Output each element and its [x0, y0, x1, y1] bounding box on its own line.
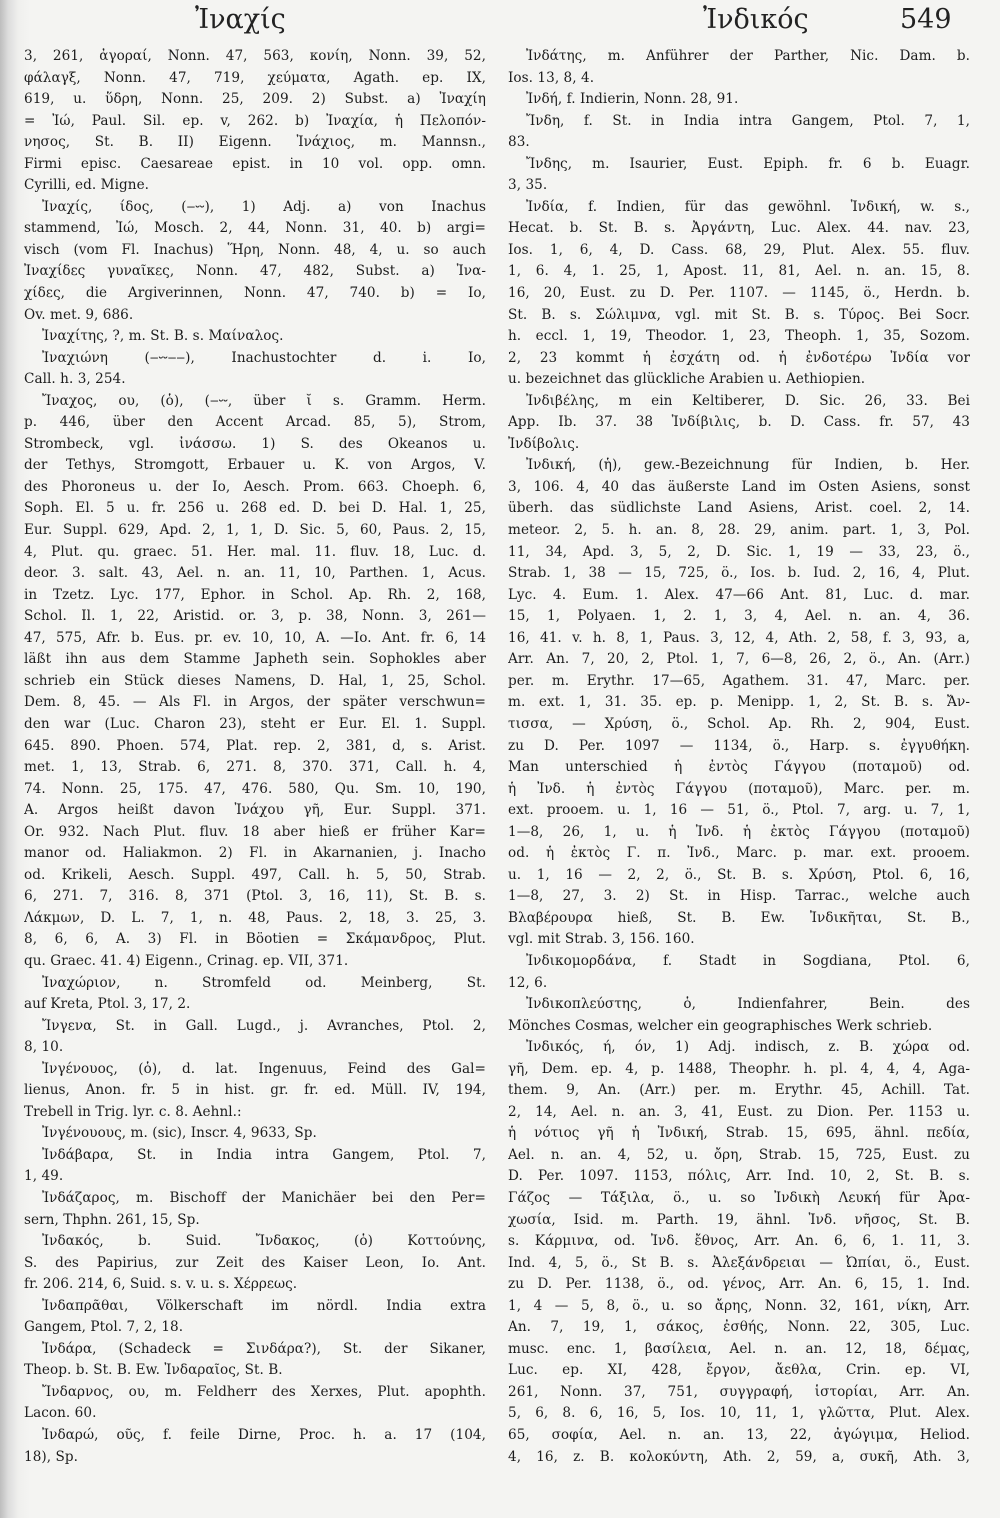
- text-line: 2, 14, Ael. n. an. 3, 41, Eust. zu Dion. Per. 1153 u.: [508, 1103, 970, 1120]
- text-line: stammend, Ἰώ, Mosch. 2, 44, Nonn. 31, 40. b) argi=: [24, 220, 486, 237]
- text-line: meteor. 2, 5. h. an. 8, 28. 29, anim. part. 1, 3, Pol.: [508, 522, 970, 539]
- page-number: 549: [900, 4, 952, 35]
- text-line: h. eccl. 1, 19, Theodor. 1, 23, Theoph. 1, 35, Sozom.: [508, 328, 970, 345]
- text-line: Strab. 1, 38 — 15, 725, ö., Ios. b. Iud. 2, 16, 4, Plut.: [508, 565, 970, 582]
- text-line: χίδες, die Argiverinnen, Nonn. 47, 740. b) = Io,: [24, 285, 486, 302]
- text-line: m. ext. 1, 31. 35. ep. p. Menipp. 1, 2, St. B. s. Ἄν-: [508, 694, 970, 711]
- entry-headword-line: Ἰνδικομορδάνα, f. Stadt in Sogdiana, Ptol. 6,: [526, 952, 970, 969]
- text-line: Arr. An. 7, 20, 2, Ptol. 1, 7, 6—8, 26, 2, ö., An. (Arr.): [508, 651, 970, 668]
- text-line: them. 9, An. (Arr.) per. m. Erythr. 45, Achill. Tat.: [508, 1082, 970, 1099]
- text-line: manor od. Haliakmon. 2) Fl. in Akarnanien, j. Inacho: [24, 845, 486, 862]
- text-line: Ἰναχίδες γυναῖκες, Nonn. 47, 482, Subst. a) Ἰνα-: [24, 263, 486, 280]
- text-line: überh. das südlichste Land Asiens, Arist. coel. 2, 14.: [508, 500, 970, 517]
- text-line: Or. 932. Nach Plut. fluv. 18 aber hieß er früher Kar=: [24, 823, 486, 840]
- text-line: Call. h. 3, 254.: [24, 371, 126, 388]
- text-line: Lacon. 60.: [24, 1405, 97, 1422]
- text-line: 645. 890. Phoen. 574, Plat. rep. 2, 381, d, s. Arist.: [24, 737, 486, 754]
- text-line: 1, 6. 4, 1. 25, 1, Apost. 11, 81, Ael. n. an. 15, 8.: [508, 263, 970, 280]
- text-line: γῆ, Dem. ep. 4, p. 1488, Theophr. h. pl. 4, 4, 4, Aga-: [508, 1060, 970, 1077]
- text-line: Γάζος — Τάξιλα, ö., u. so Ἰνδικὴ Λευκή für Ἀρα-: [508, 1189, 970, 1206]
- text-line: od. Krikeli, Aesch. Suppl. 497, Call. h. 5, 50, Strab.: [24, 866, 486, 883]
- text-line: in Tzetz. Lyc. 177, Ephor. in Schol. Ap. Rh. 2, 168,: [24, 586, 486, 603]
- text-line: fr. 206. 214, 6, Suid. s. v. u. s. Χέρρεως.: [24, 1276, 298, 1293]
- text-line: Cyrilli, ed. Migne.: [24, 177, 150, 194]
- text-line: 4, 16, z. B. κολοκύντη, Ath. 2, 59, a, συκῆ, Ath. 3,: [508, 1448, 970, 1465]
- text-line: 261, Nonn. 37, 751, συγγραφή, ἱστορίαι, Arr. An.: [508, 1383, 970, 1400]
- entry-headword-line: Ἰνδική, (ἡ), gew.-Bezeichnung für Indien, b. Her.: [526, 457, 970, 474]
- text-line: den war (Luc. Charon 23), steht er Eur. El. 1. Suppl.: [24, 715, 486, 732]
- entry-headword-line: Ἰνδικός, ή, όν, 1) Adj. indisch, z. B. χώρα od.: [526, 1039, 970, 1056]
- entry-headword-line: Ἰνδάβαρα, St. in India intra Gangem, Ptol. 7,: [42, 1146, 486, 1163]
- text-line: der Tethys, Stromgott, Erbauer u. K. von Argos, V.: [24, 457, 486, 474]
- text-line: 16, 41. v. h. 8, 1, Paus. 3, 12, 4, Ath. 2, 58, f. 3, 93, a,: [508, 629, 970, 646]
- text-line: Schol. Il. 1, 22, Aristid. or. 3, p. 38, Nonn. 3, 261—: [24, 608, 486, 625]
- text-line: Dem. 8, 45. — Als Fl. in Argos, der später verschwun=: [24, 694, 486, 711]
- text-line: 11, 34, Apd. 3, 5, 2, D. Sic. 1, 19 — 33, 23, ö.,: [508, 543, 970, 560]
- text-line: Soph. El. 5 u. fr. 256 u. 268 ed. D. bei D. Hal. 1, 25,: [24, 500, 486, 517]
- entry-headword-line: Ἰνδάτης, m. Anführer der Parther, Nic. Dam. b.: [526, 48, 970, 64]
- entry-headword-line: Ἴνγενα, St. in Gall. Lugd., j. Avranches, Ptol. 2,: [42, 1017, 486, 1034]
- text-line: Ael. n. an. 4, 52, u. ὄρη, Strab. 15, 725, Eust. zu: [508, 1146, 970, 1163]
- text-line: 83.: [508, 134, 530, 151]
- text-line: musc. enc. 1, βασίλεια, Ael. n. an. 12, 18, δέμας,: [508, 1340, 970, 1357]
- entry-headword-line: Ἰνγένουους, m. (sic), Inscr. 4, 9633, Sp.: [42, 1125, 317, 1142]
- entry-headword-line: Ἰνδακός, b. Suid. Ἴνδακος, (ὁ) Κοττούνης,: [42, 1233, 486, 1250]
- text-line: D. Per. 1097. 1153, πόλις, Arr. Ind. 10, 2, St. B. s.: [508, 1168, 970, 1185]
- text-line: u. 1, 16 — 2, 2, ö., St. B. s. Χρύση, Ptol. 6, 16,: [508, 866, 970, 883]
- text-line: 47, 575, Afr. b. Eus. pr. ev. 10, 10, A. —Io. Ant. fr. 6, 14: [24, 629, 486, 646]
- text-line: An. 7, 19, 1, σάκος, ἐσθής, Nonn. 22, 305, Luc.: [508, 1319, 970, 1336]
- text-line: lienus, Anon. fr. 5 in hist. gr. fr. ed. Müll. IV, 194,: [24, 1082, 486, 1099]
- text-line: Βλαβέρουρα hieß, St. B. Ew. Ἰνδικῆται, St. B.,: [508, 909, 970, 926]
- text-line: S. des Papirius, zur Zeit des Kaiser Leon, Io. Ant.: [24, 1254, 486, 1271]
- text-line: od. ἡ ἐκτὸς Γ. π. Ἰνδ., Marc. p. mar. ext. prooem.: [508, 845, 970, 862]
- text-line: Ἰνδίβολις.: [508, 435, 580, 452]
- text-line: 619, u. ὕδρη, Nonn. 25, 209. 2) Subst. a) Ἰναχίη: [24, 91, 486, 108]
- text-line: 1, 4 — 5, 8, ö., u. so ἄρης, Nonn. 32, 161, νίκη, Arr.: [508, 1297, 970, 1314]
- text-line: auf Kreta, Ptol. 3, 17, 2.: [24, 996, 191, 1013]
- entry-headword-line: Ἰνδή, f. Indierin, Nonn. 28, 91.: [526, 91, 739, 108]
- text-line: met. 1, 13, Strab. 6, 271. 8, 370. 371, Call. h. 4,: [24, 759, 486, 776]
- text-line: = Ἰώ, Paul. Sil. ep. v, 262. b) Ἰναχία, ἡ Πελοπόν-: [24, 112, 486, 129]
- text-line: 15, 1, Polyaen. 1, 2. 1, 3, 4, Ael. n. an. 4, 36.: [508, 608, 970, 625]
- entry-headword-line: Ἰναχίτης, ?, m. St. B. s. Μαίναλος.: [42, 328, 284, 345]
- entry-headword-line: Ἴνδης, m. Isaurier, Eust. Epiph. fr. 6 b. Euagr.: [526, 155, 970, 172]
- text-line: 12, 6.: [508, 974, 548, 991]
- text-line: sern, Thphn. 261, 15, Sp.: [24, 1211, 200, 1228]
- text-line: Eur. Suppl. 629, Apd. 2, 1, 1, D. Sic. 5, 60, Paus. 2, 15,: [24, 522, 486, 539]
- text-line: s. Κάρμινα, od. Ἰνδ. ἔθνος, Arr. An. 6, 6, 1. 11, 3.: [508, 1233, 970, 1250]
- text-line: per. m. Erythr. 17—65, Agathem. 31. 47, Marc. per.: [508, 672, 970, 689]
- text-line: Λάκμων, D. L. 7, 1, n. 48, Paus. 2, 18, 3. 25, 3.: [24, 909, 486, 926]
- text-line: App. Ib. 37. 38 Ἰνδίβιλις, b. D. Cass. fr. 57, 43: [508, 414, 970, 431]
- text-line: 3, 106. 4, 40 das äußerste Land im Osten Asiens, sonst: [508, 478, 970, 495]
- right-guide-word: Ἰνδικός: [703, 4, 809, 35]
- entry-headword-line: Ἰνδιβέλης, m ein Keltiberer, D. Sic. 26, 33. Bei: [526, 392, 970, 409]
- text-line: 74. Nonn. 25, 175. 47, 476. 580, Qu. Sm. 10, 190,: [24, 780, 486, 797]
- text-line: 65, σοφία, Ael. n. an. 13, 22, ἀγώγιμα, Heliod.: [508, 1427, 970, 1443]
- text-line: 16, 20, Eust. zu D. Per. 1107. — 1145, ö., Herdn. b.: [508, 285, 970, 302]
- entry-headword-line: Ἰνδία, f. Indien, für das gewöhnl. Ἰνδική, w. s.,: [526, 198, 970, 215]
- text-line: Ios. 1, 6, 4, D. Cass. 68, 29, Plut. Alex. 55. fluv.: [508, 241, 970, 258]
- text-line: Ov. met. 9, 686.: [24, 306, 134, 323]
- text-line: 2, 23 kommt ἡ ἐσχάτη od. ἡ ἐνδοτέρω Ἰνδία vor: [508, 349, 970, 366]
- entry-headword-line: Ἰνδικοπλεύστης, ὁ, Indienfahrer, Bein. des: [526, 996, 970, 1013]
- text-line: zu D. Per. 1138, ö., od. γένος, Arr. An. 6, 15, 1. Ind.: [508, 1276, 970, 1293]
- entry-headword-line: Ἴναχος, ου, (ὁ), (‒⏑⏑, über ῐ s. Gramm. Herm.: [42, 392, 486, 409]
- text-line: 5, 6, 8. 6, 16, 5, Ios. 10, 11, 1, γλῶττα, Plut. Alex.: [508, 1405, 970, 1422]
- text-line: des Phoroneus u. der Io, Aesch. Prom. 663. Choeph. 6,: [24, 478, 486, 495]
- entry-headword-line: Ἰνγένουος, (ὁ), d. lat. Ingenuus, Feind des Gal=: [42, 1060, 486, 1077]
- text-line: 8, 6, 6, A. 3) Fl. in Böotien = Σκάμανδρος, Plut.: [24, 931, 486, 948]
- text-line: Lyc. 4. Eum. 1. Alex. 47—66 Ant. 81, Luc. d. mar.: [508, 586, 970, 603]
- text-line: deor. 3. salt. 43, Ael. n. an. 11, 10, Parthen. 1, Acus.: [24, 565, 486, 582]
- text-line: Mönches Cosmas, welcher ein geographisches Werk schrieb.: [508, 1017, 933, 1034]
- entry-headword-line: Ἰναχίς, ίδος, (‒⏑⏑), 1) Adj. a) von Inachus: [42, 198, 486, 215]
- text-line: νησος, St. B. II) Eigenn. Ἰνάχιος, m. Mannsn.,: [24, 134, 486, 151]
- entry-headword-line: Ἰνδάρα, (Schadeck = Σινδάρα?), St. der Sikaner,: [42, 1340, 486, 1357]
- text-line: Luc. ep. XI, 428, ἔργον, ἄεθλα, Crin. ep. VI,: [508, 1362, 970, 1379]
- right-column: [508, 46, 970, 1468]
- text-line: 3, 261, ἀγοραί, Nonn. 47, 563, κονίη, Nonn. 39, 52,: [24, 48, 486, 64]
- text-line: Strombeck, vgl. ἰνάσσω. 1) S. des Okeanos u.: [24, 435, 486, 452]
- text-line: τισσα, — Χρύση, ö., Schol. Ap. Rh. 2, 904, Eust.: [508, 715, 970, 732]
- text-line: 6, 271. 7, 316. 8, 371 (Ptol. 3, 16, 11), St. B. s.: [24, 888, 486, 905]
- text-line: 18), Sp.: [24, 1448, 78, 1465]
- text-line: u. bezeichnet das glückliche Arabien u. Aethiopien.: [508, 371, 866, 388]
- left-column: [24, 46, 486, 1468]
- text-line: visch (vom Fl. Inachus) Ἥρη, Nonn. 48, 4, u. so auch: [24, 241, 486, 258]
- entry-headword-line: Ἰνδάζαρος, m. Bischoff der Manichäer bei den Per=: [42, 1189, 486, 1206]
- text-line: φάλαγξ, Nonn. 47, 719, χεύματα, Agath. ep. IX,: [24, 69, 486, 86]
- text-line: St. B. s. Σώλιμνα, vgl. mit St. B. s. Τύρος. Bei Socr.: [508, 306, 970, 323]
- entry-headword-line: Ἰναχιώνη (‒⏑⏑‒‒), Inachustochter d. i. Io,: [42, 349, 486, 366]
- text-line: Trebell in Trig. lyr. c. 8. Aehnl.:: [24, 1103, 242, 1120]
- entry-headword-line: Ἴνδαρνος, ου, m. Feldherr des Xerxes, Plut. apophth.: [42, 1383, 486, 1400]
- text-line: ext. prooem. u. 1, 16 — 51, ö., Ptol. 7, arg. u. 7, 1,: [508, 802, 970, 819]
- text-line: p. 446, über den Accent Arcad. 85, 5), Strom,: [24, 414, 486, 431]
- text-line: χωσία, Isid. m. Parth. 19, ähnl. Ἰνδ. νῆσος, St. B.: [508, 1211, 970, 1228]
- text-line: 1—8, 27, 3. 2) St. in Hisp. Tarrac., welche auch: [508, 888, 970, 905]
- text-line: zu D. Per. 1097 — 1134, ö., Harp. s. ἐγγυθήκη.: [508, 737, 970, 754]
- text-line: 3, 35.: [508, 177, 548, 194]
- text-line: Hecat. b. St. B. s. Ἀργάντη, Luc. Alex. 44. nav. 23,: [508, 220, 970, 237]
- text-line: 1, 49.: [24, 1168, 64, 1185]
- text-line: Gangem, Ptol. 7, 2, 18.: [24, 1319, 184, 1336]
- left-guide-word: Ἰναχίς: [195, 4, 286, 35]
- text-line: 1—8, 26, 1, u. ἡ Ἰνδ. ἡ ἐκτὸς Γάγγου (ποταμοῦ): [508, 823, 970, 840]
- text-line: Ios. 13, 8, 4.: [508, 69, 595, 86]
- entry-headword-line: Ἰνδαρώ, οῦς, f. feile Dirne, Proc. h. a. 17 (104,: [42, 1427, 486, 1443]
- text-line: ἡ νότιος γῆ ἡ Ἰνδική, Strab. 15, 695, ähnl. πεδία,: [508, 1125, 970, 1142]
- entry-headword-line: Ἴνδη, f. St. in India intra Gangem, Ptol. 7, 1,: [526, 112, 970, 129]
- text-line: vgl. mit Strab. 3, 156. 160.: [508, 931, 695, 948]
- text-line: 8, 10.: [24, 1039, 64, 1056]
- text-line: ἡ Ἰνδ. ἡ ἐντὸς Γάγγου (ποταμοῦ), Marc. per. m.: [508, 780, 970, 797]
- text-line: Theop. b. St. B. Ew. Ἰνδαραῖος, St. B.: [24, 1362, 283, 1379]
- text-line: läßt ihn aus dem Stamme Japheth sein. Sophokles aber: [24, 651, 486, 668]
- text-line: 4, Plut. qu. graec. 51. Her. mal. 11. fluv. 18, Luc. d.: [24, 543, 486, 560]
- text-line: schrieb ein Stück dieses Namens, D. Hal, 1, 25, Schol.: [24, 672, 486, 689]
- text-line: Firmi episc. Caesareae epist. in 10 vol. opp. omn.: [24, 155, 486, 172]
- text-line: qu. Graec. 41. 4) Eigenn., Crinag. ep. VII, 371.: [24, 952, 349, 969]
- entry-headword-line: Ἰνδαπρᾶθαι, Völkerschaft im nördl. India extra: [42, 1297, 486, 1314]
- text-line: Man unterschied ἡ ἐντὸς Γάγγου (ποταμοῦ) od.: [508, 759, 970, 776]
- text-line: Ind. 4, 5, ö., St B. s. Ἀλεξάνδρειαι — Ὠπίαι, ö., Eust.: [508, 1254, 970, 1271]
- entry-headword-line: Ἰναχώριον, n. Stromfeld od. Meinberg, St.: [42, 974, 486, 991]
- text-line: A. Argos heißt davon Ἰνάχου γῆ, Eur. Suppl. 371.: [24, 802, 486, 819]
